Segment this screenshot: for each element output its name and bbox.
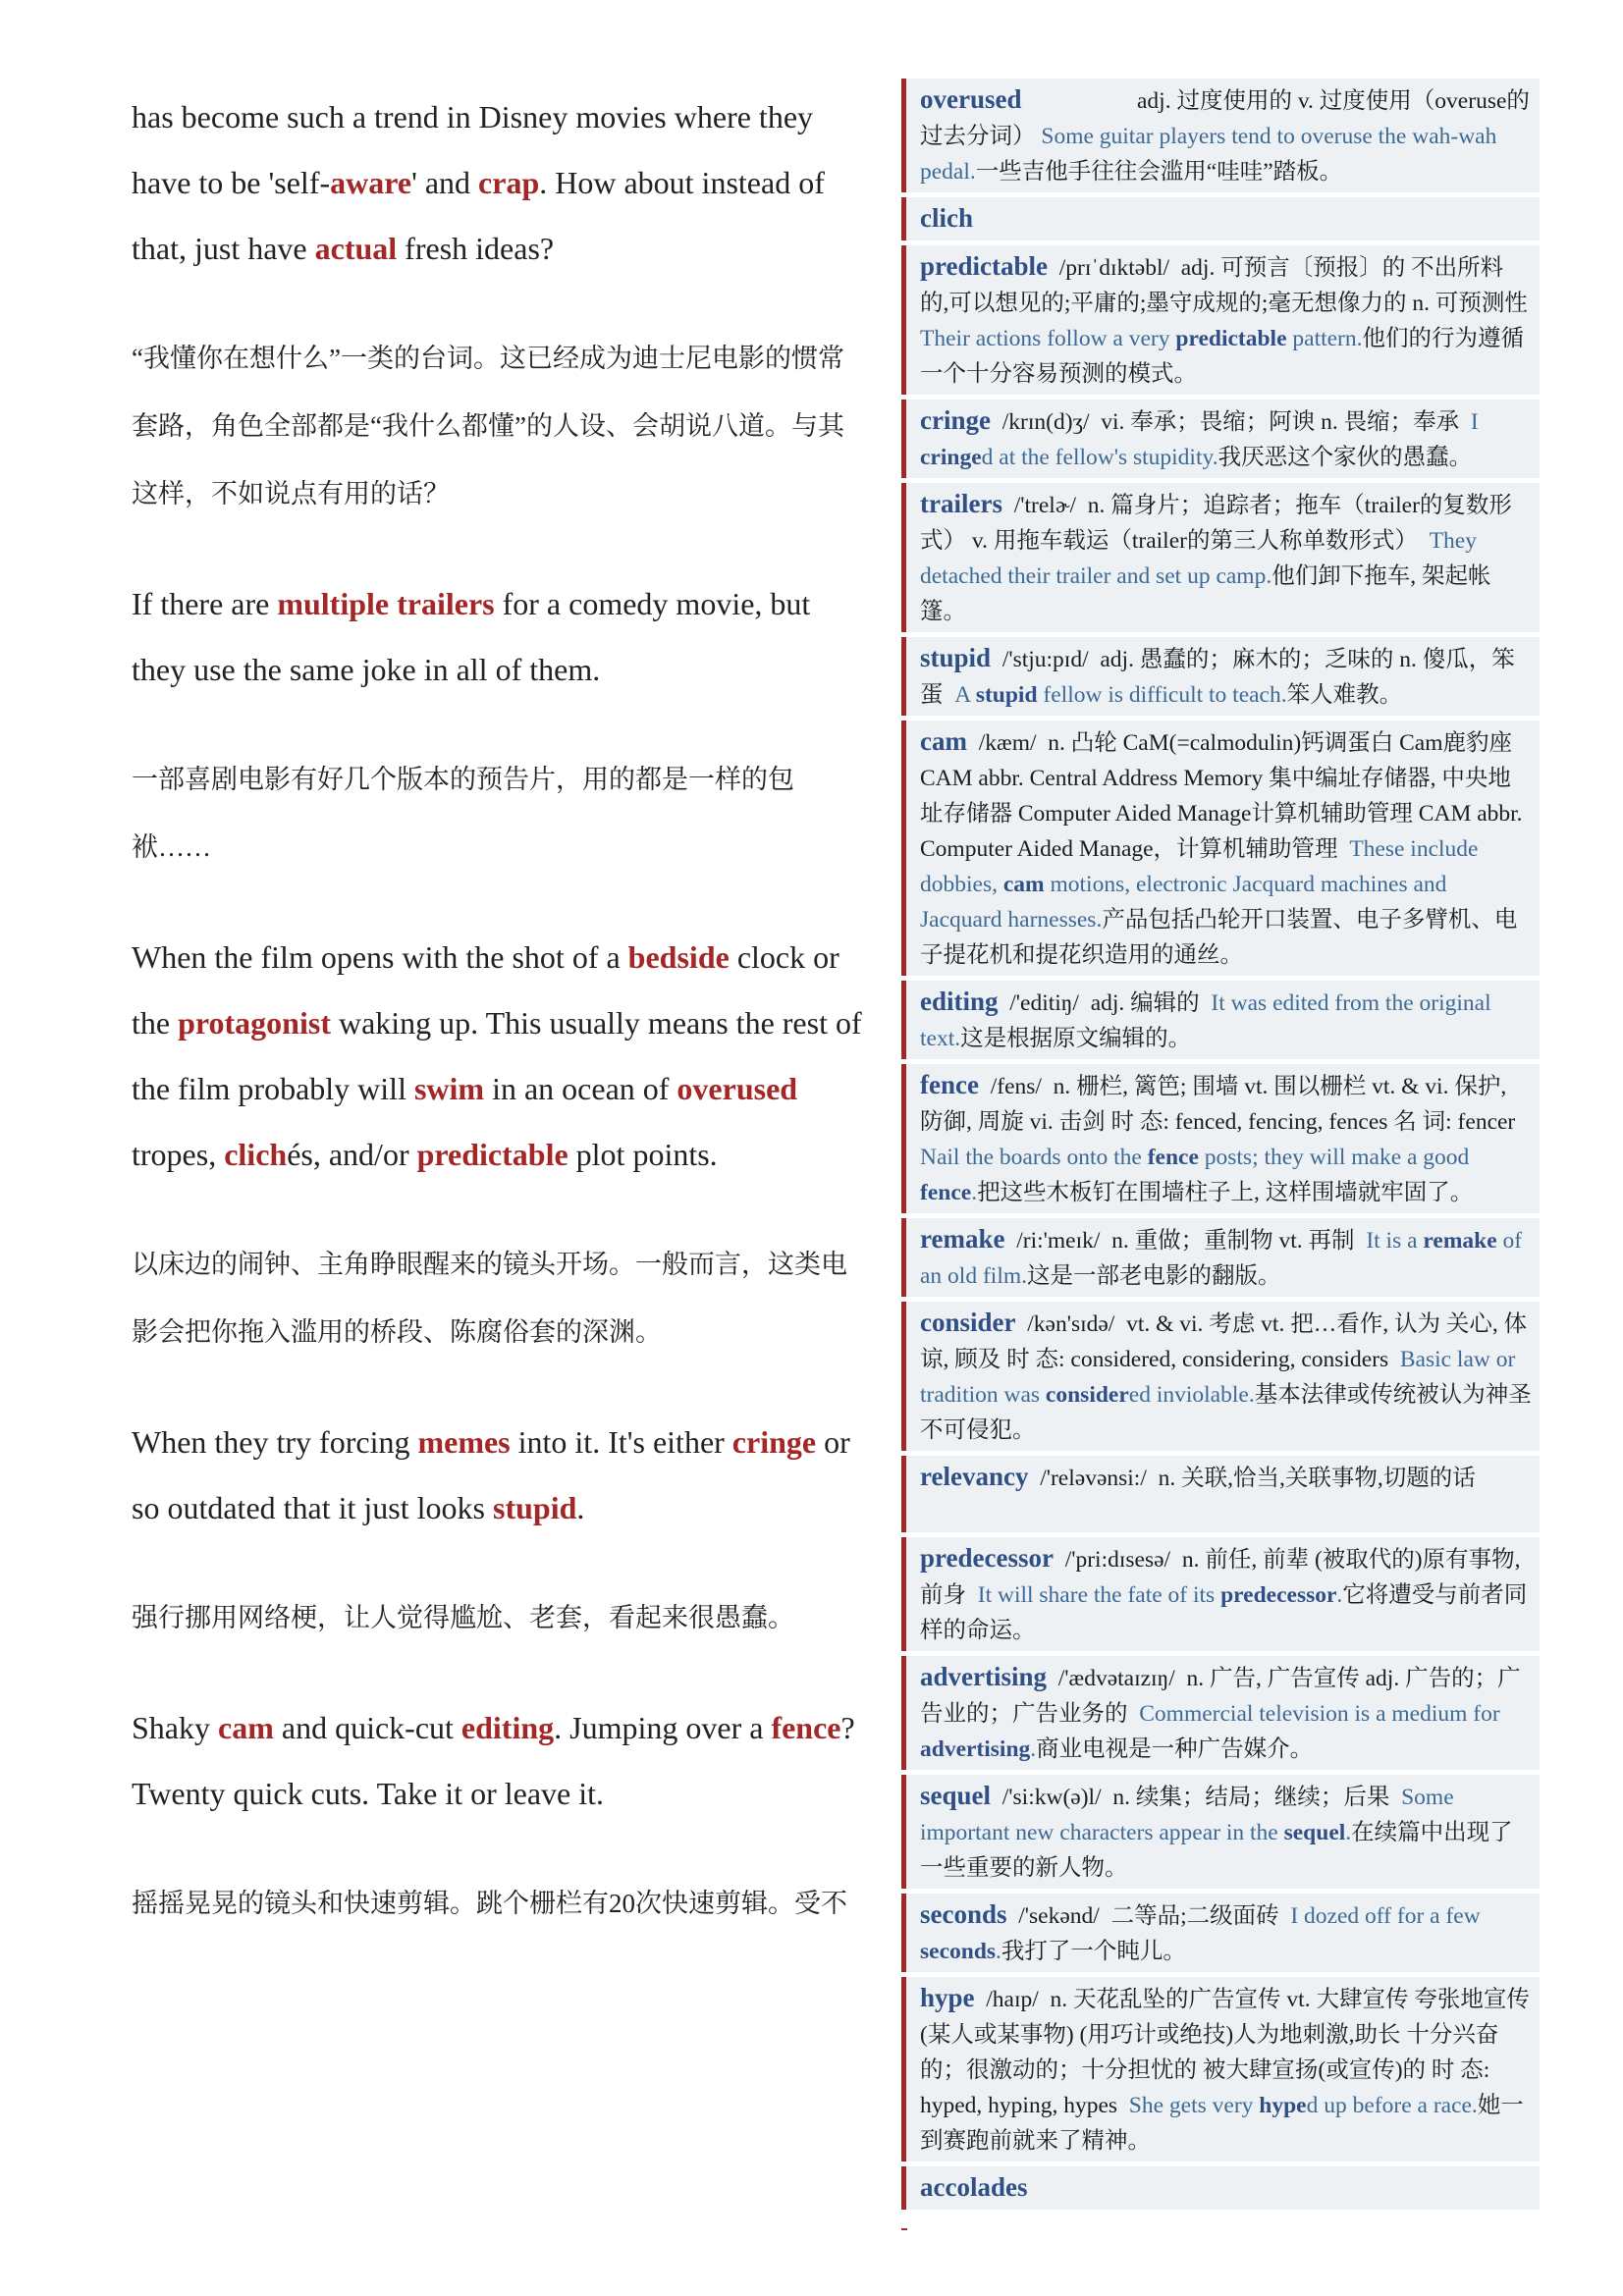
example-sentence: predecessor — [1220, 1582, 1337, 1608]
example-sentence: Nail the boards onto the — [920, 1145, 1148, 1170]
headword: overused — [920, 84, 1022, 114]
definition-text: 这是一部老电影的翻版。 — [1027, 1263, 1281, 1289]
definition-text: adj. 过度使用的 v. 过度使用（overuse的过去分词） — [920, 88, 1530, 149]
paragraph-text: és, and/or — [287, 1137, 417, 1172]
example-sentence: . — [1345, 1820, 1352, 1845]
paragraph-text: . — [576, 1490, 585, 1525]
definition-text: /'pri:dɪsesə/ n. 前任, 前辈 (被取代的)原有事物, 前身 — [920, 1547, 1527, 1608]
example-sentence: fellow is difficult to teach. — [1037, 682, 1287, 708]
paragraph-text: for a comedy movie, but they use the same joke in all of them. — [132, 586, 811, 687]
highlighted-keyword: bedside — [627, 939, 730, 975]
highlighted-keyword: overused — [676, 1071, 798, 1106]
english-paragraph — [132, 1695, 863, 1827]
definition-text: /'ædvətaɪzɪŋ/ n. 广告, 广告宣传 adj. 广告的；广告业的；广告业务的 — [920, 1666, 1521, 1727]
highlighted-keyword: protagonist — [178, 1005, 331, 1041]
highlighted-keyword: cam — [218, 1710, 274, 1745]
paragraph-text: waking up. This usually means the rest of the film probably will — [132, 1005, 862, 1106]
paragraph-text: 一部喜剧电影有好几个版本的预告片，用的都是一样的包袱…… — [132, 765, 794, 862]
glossary-entry — [901, 1894, 1540, 1972]
definition-text: /'reləvənsi:/ n. 关联,恰当,关联事物,切题的话 — [1028, 1466, 1476, 1491]
highlighted-keyword: cringe — [731, 1424, 817, 1460]
definition-text: 笨人难教。 — [1286, 682, 1403, 708]
highlighted-keyword: multiple trailers — [277, 586, 495, 621]
chinese-translation — [132, 325, 863, 528]
glossary-entry — [901, 1456, 1540, 1532]
paragraph-text: 摇摇晃晃的镜头和快速剪辑。跳个栅栏有20次快速剪辑。受不 — [132, 1889, 847, 1918]
headword: accolades — [920, 2172, 1028, 2202]
example-sentence: remake — [1423, 1228, 1497, 1254]
glossary-entry — [901, 197, 1540, 240]
glossary-entry — [901, 400, 1540, 478]
example-sentence: consider — [1045, 1382, 1129, 1408]
example-sentence: It will share the fate of its — [977, 1582, 1221, 1608]
definition-text: 他们卸下拖车, 架起帐篷。 — [920, 563, 1491, 624]
glossary-entry — [901, 721, 1540, 976]
paragraph-text: plot points. — [568, 1137, 718, 1172]
glossary-entry — [901, 1218, 1540, 1297]
paragraph-text: or so outdated that it just looks — [132, 1424, 850, 1525]
paragraph-text: ? Twenty quick cuts. Take it or leave it. — [132, 1710, 855, 1811]
definition-text: /kæm/ n. 凸轮 CaM(=calmodulin)钙调蛋白 Cam鹿豹座 CAM abbr. Central Address Memory 集中编址存储器, 中央地址存储器 Computer Aided Manage计算机辅助管理 CAM abbr. Computer Aided Manage，计算机辅助管理 — [920, 730, 1529, 862]
highlighted-keyword: swim — [413, 1071, 485, 1106]
highlighted-keyword: clich — [224, 1137, 288, 1172]
example-sentence: Basic law or tradition was — [920, 1347, 1522, 1408]
definition-text: 把这些木板钉在围墙柱子上, 这样围墙就牢固了。 — [977, 1180, 1474, 1205]
example-sentence: stupid — [975, 682, 1038, 708]
headword: editing — [920, 987, 999, 1016]
paragraph-text: and quick-cut — [273, 1710, 461, 1745]
glossary-entry — [901, 245, 1540, 395]
glossary-entry — [901, 637, 1540, 716]
highlighted-keyword: crap — [478, 165, 540, 200]
highlighted-keyword: actual — [314, 231, 398, 266]
headword: stupid — [920, 643, 992, 672]
example-sentence: Some important new characters appear in the — [920, 1785, 1460, 1845]
paragraph-text: tropes, — [132, 1137, 225, 1172]
example-sentence: These include dobbies, — [920, 836, 1485, 897]
page-footer-mark — [901, 2228, 1540, 2230]
definition-text: /prɪˈdɪktəbl/ adj. 可预言〔预报〕的 不出所料的,可以想见的;平庸的;墨守成规的;毫无想像力的 n. 可预测性 — [920, 255, 1540, 316]
definition-text: 这是根据原文编辑的。 — [960, 1026, 1192, 1051]
highlighted-keyword: memes — [417, 1424, 511, 1460]
definition-text: /krɪn(d)ʒ/ vi. 奉承；畏缩；阿谀 n. 畏缩；奉承 — [990, 409, 1471, 435]
glossary-entry — [901, 1977, 1540, 2162]
example-sentence: fence — [920, 1180, 972, 1205]
highlighted-keyword: fence — [771, 1710, 841, 1745]
example-sentence: She gets very — [1128, 2093, 1260, 2118]
paragraph-text: Shaky — [132, 1710, 218, 1745]
example-sentence: hype — [1259, 2093, 1307, 2118]
example-sentence: seconds — [920, 1939, 997, 1964]
paragraph-text: . How about instead of that, just have — [132, 165, 825, 266]
highlighted-keyword: editing — [460, 1710, 555, 1745]
example-sentence: A — [954, 682, 976, 708]
headword: remake — [920, 1224, 1005, 1254]
chinese-translation — [132, 1870, 863, 1938]
example-sentence: posts; they will make a good — [1198, 1145, 1476, 1170]
footer-dash — [901, 2228, 907, 2230]
definition-text: /'editiŋ/ adj. 编辑的 — [998, 990, 1212, 1016]
paragraph-text: . Jumping over a — [554, 1710, 772, 1745]
example-sentence: . — [996, 1939, 1001, 1964]
example-sentence: fence — [1147, 1145, 1199, 1170]
glossary-entry — [901, 1656, 1540, 1770]
chinese-translation — [132, 1231, 863, 1366]
example-sentence: cringe — [920, 445, 982, 470]
definition-text: 他们的行为遵循一个十分容易预测的模式。 — [920, 326, 1525, 387]
example-sentence: . — [1030, 1736, 1037, 1762]
paragraph-text: “我懂你在想什么”一类的台词。这已经成为迪士尼电影的惯常套路，角色全部都是“我什么都懂”的人设、会胡说八道。与其这样，不如说点有用的话？ — [132, 344, 844, 508]
glossary-entry — [901, 1302, 1540, 1451]
highlighted-keyword: aware — [330, 165, 412, 200]
example-sentence: It was edited from the original text. — [920, 990, 1497, 1051]
example-sentence: It is a — [1366, 1228, 1424, 1254]
paragraph-text: When the film opens with the shot of a — [132, 939, 628, 975]
glossary-entry — [901, 483, 1540, 632]
definition-text: 我厌恶这个家伙的愚蠢。 — [1217, 445, 1473, 470]
example-sentence: . — [1336, 1582, 1343, 1608]
definition-text: /ri:'meɪk/ n. 重做；重制物 vt. 再制 — [1004, 1228, 1367, 1254]
definition-text: 她一到赛跑前就来了精神。 — [920, 2093, 1524, 2154]
definition-text: 产品包括凸轮开口装置、电子多臂机、电子提花机和提花织造用的通丝。 — [920, 907, 1518, 968]
paragraph-text: ' and — [411, 165, 479, 200]
highlighted-keyword: stupid — [492, 1490, 577, 1525]
definition-text: /kən'sɪdə/ vt. & vi. 考虑 vt. 把…看作, 认为 关心, 体谅, 顾及 时 态: considered, considering, considers — [920, 1311, 1528, 1372]
example-sentence: d up before a race. — [1306, 2093, 1478, 2118]
example-sentence: sequel — [1283, 1820, 1346, 1845]
example-sentence: I dozed off for a few — [1290, 1903, 1487, 1929]
example-sentence: Some guitar players tend to overuse the wah-wah pedal. — [920, 124, 1503, 185]
example-sentence: Their actions follow a very — [920, 326, 1176, 351]
definition-text: 商业电视是一种广告媒介。 — [1036, 1736, 1314, 1762]
definition-text: /haɪp/ n. 天花乱坠的广告宣传 vt. 大肆宣传 夸张地宣传(某人或某事物) (用巧计或绝技)人为地刺激,助长 十分兴奋的；很激动的；十分担忧的 被大肆宣扬(或宣传)的 时 态: hyped, hyping, hypes — [920, 1987, 1530, 2118]
headword: sequel — [920, 1781, 992, 1810]
paragraph-text: into it. It's either — [510, 1424, 732, 1460]
definition-text: 一些吉他手往往会滥用“哇哇”踏板。 — [975, 159, 1343, 185]
english-paragraph — [132, 571, 863, 703]
paragraph-text: If there are — [132, 586, 278, 621]
example-sentence: Commercial television is a medium for — [1139, 1701, 1506, 1727]
definition-text: 基本法律或传统被认为神圣不可侵犯。 — [920, 1382, 1532, 1443]
example-sentence: of an old film. — [920, 1228, 1528, 1289]
glossary-entry — [901, 2166, 1540, 2210]
example-sentence: . — [971, 1180, 978, 1205]
headword: predecessor — [920, 1543, 1054, 1573]
headword: consider — [920, 1308, 1016, 1337]
example-sentence: cam — [1002, 872, 1045, 897]
paragraph-text: clock or the — [132, 939, 839, 1041]
english-paragraph — [132, 925, 863, 1188]
example-sentence: d at the fellow's stupidity. — [981, 445, 1218, 470]
glossary-column — [901, 79, 1540, 2215]
headword: predictable — [920, 251, 1048, 281]
definition-text: /'stju:pɪd/ adj. 愚蠢的；麻木的；乏味的 n. 傻瓜，笨蛋 — [920, 647, 1515, 708]
english-paragraph — [132, 84, 863, 282]
headword: advertising — [920, 1662, 1048, 1691]
chinese-translation — [132, 746, 863, 881]
article-column — [132, 84, 863, 1938]
headword: hype — [920, 1983, 975, 2012]
glossary-entry — [901, 1775, 1540, 1889]
example-sentence: ed inviolable. — [1128, 1382, 1255, 1408]
definition-text: /'sekənd/ 二等品;二级面砖 — [1006, 1903, 1291, 1929]
example-sentence: pattern. — [1286, 326, 1363, 351]
paragraph-text: When they try forcing — [132, 1424, 418, 1460]
glossary-entry — [901, 1064, 1540, 1213]
example-sentence: advertising — [920, 1736, 1031, 1762]
headword: clich — [920, 203, 973, 233]
definition-text: /fens/ n. 栅栏, 篱笆; 围墙 vt. 围以栅栏 vt. & vi. 保护, 防御, 周旋 vi. 击剑 时 态: fenced, fencing, fences 名 词: fencer — [920, 1074, 1527, 1135]
example-sentence: predictable — [1175, 326, 1287, 351]
definition-text: /'si:kw(ə)l/ n. 续集；结局；继续；后果 — [991, 1785, 1402, 1810]
definition-text: 它将遭受与前者同样的命运。 — [920, 1582, 1528, 1643]
headword: fence — [920, 1070, 979, 1099]
highlighted-keyword: predictable — [416, 1137, 568, 1172]
headword: seconds — [920, 1899, 1007, 1929]
english-paragraph — [132, 1410, 863, 1541]
paragraph-text: 强行挪用网络梗，让人觉得尴尬、老套，看起来很愚蠢。 — [132, 1603, 794, 1632]
glossary-entry — [901, 79, 1540, 192]
paragraph-text: in an ocean of — [484, 1071, 677, 1106]
definition-text: 在续篇中出现了一些重要的新人物。 — [920, 1820, 1513, 1881]
example-sentence: motions, electronic Jacquard machines and Jacquard harnesses. — [920, 872, 1453, 933]
glossary-entry — [901, 1537, 1540, 1651]
glossary-entry — [901, 981, 1540, 1059]
example-sentence: I — [1470, 409, 1485, 435]
paragraph-text: fresh ideas? — [397, 231, 555, 266]
paragraph-text: 以床边的闹钟、主角睁眼醒来的镜头开场。一般而言，这类电影会把你拖入滥用的桥段、陈腐俗套的深渊。 — [132, 1250, 847, 1347]
example-sentence: They detached their trailer and set up camp. — [920, 528, 1483, 589]
definition-text: /'trelɚ/ n. 篇身片；追踪者；拖车（trailer的复数形式） v. 用拖车载运（trailer的第三人称单数形式） — [920, 493, 1512, 554]
chinese-translation — [132, 1584, 863, 1652]
definition-text: 我打了一个盹儿。 — [1001, 1939, 1186, 1964]
headword: cringe — [920, 405, 991, 435]
paragraph-text: has become such a trend in Disney movies where they have to be 'self- — [132, 99, 814, 200]
headword: trailers — [920, 489, 1002, 518]
headword: relevancy — [920, 1462, 1029, 1491]
headword: cam — [920, 726, 967, 756]
